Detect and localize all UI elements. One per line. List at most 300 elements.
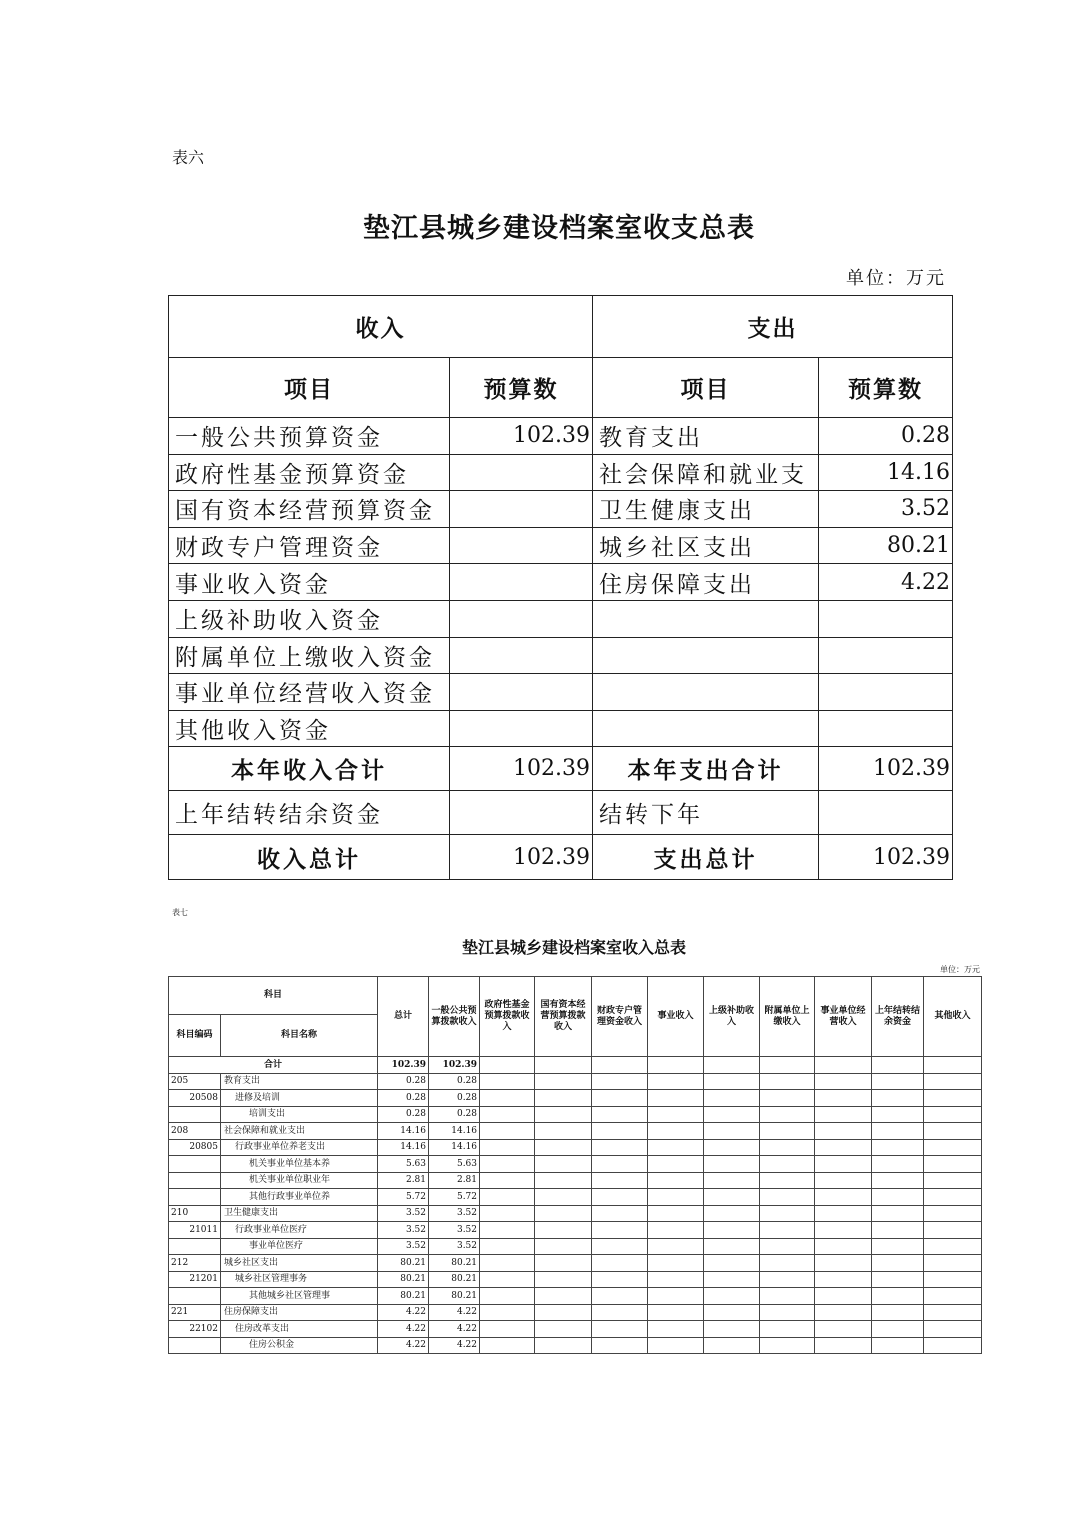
empty-cell (872, 1271, 924, 1288)
row-general-cell: 4.22 (429, 1304, 480, 1321)
table7-title: 垫江县城乡建设档案室收入总表 (461, 938, 686, 957)
empty-cell (815, 1189, 872, 1206)
empty-cell (535, 1271, 592, 1288)
empty-cell (872, 1057, 924, 1074)
total-row (169, 835, 953, 880)
expense-amount-cell (819, 637, 953, 674)
code-header: 科目编码 (169, 1015, 221, 1057)
row-total-cell: 3.52 (378, 1222, 429, 1239)
empty-cell (535, 1172, 592, 1189)
expense-item-cell (593, 710, 819, 747)
empty-cell (760, 1222, 815, 1239)
empty-cell (815, 1090, 872, 1107)
empty-cell (592, 1057, 648, 1074)
empty-cell (872, 1123, 924, 1140)
row-general-cell: 80.21 (429, 1271, 480, 1288)
income-amount-cell (450, 637, 593, 674)
empty-cell (760, 1271, 815, 1288)
row-total-cell: 80.21 (378, 1288, 429, 1305)
table-row (169, 1172, 982, 1189)
empty-cell (592, 1288, 648, 1305)
empty-cell (815, 1288, 872, 1305)
row-general-cell: 80.21 (429, 1288, 480, 1305)
row-general-cell: 3.52 (429, 1238, 480, 1255)
empty-cell (704, 1123, 760, 1140)
table-row (169, 1123, 982, 1140)
table-row (169, 454, 953, 491)
empty-cell (592, 1222, 648, 1239)
empty-cell (480, 1057, 535, 1074)
empty-cell (760, 1189, 815, 1206)
row-total-cell: 0.28 (378, 1073, 429, 1090)
subject-name-cell: 住房公积金 (221, 1337, 378, 1354)
income-amount-cell: 102.39 (450, 418, 593, 455)
empty-cell (592, 1189, 648, 1206)
table-row (169, 1271, 982, 1288)
income-amount-cell (450, 527, 593, 564)
subject-name-cell: 教育支出 (221, 1073, 378, 1090)
empty-cell (704, 1337, 760, 1354)
empty-cell (924, 1057, 982, 1074)
income-item-cell: 附属单位上缴收入资金 (169, 637, 450, 674)
total-row-total: 102.39 (378, 1057, 429, 1074)
table7-label: 表七 (172, 908, 188, 917)
col-header-carryover: 上年结转结余资金 (872, 977, 924, 1057)
empty-cell (924, 1123, 982, 1140)
table-row (169, 1321, 982, 1338)
expense-item-cell (593, 600, 819, 637)
subject-name-cell: 住房改革支出 (221, 1321, 378, 1338)
empty-cell (815, 1205, 872, 1222)
income-item-cell: 国有资本经营预算资金 (169, 491, 450, 528)
income-item-cell: 一般公共预算资金 (169, 418, 450, 455)
row-total-cell: 4.22 (378, 1321, 429, 1338)
row-total-cell: 0.28 (378, 1090, 429, 1107)
expense-amount-cell: 4.22 (819, 564, 953, 601)
empty-cell (535, 1090, 592, 1107)
empty-cell (648, 1106, 704, 1123)
income-amount-cell (450, 600, 593, 637)
empty-cell (592, 1156, 648, 1173)
empty-cell (872, 1321, 924, 1338)
empty-cell (648, 1337, 704, 1354)
empty-cell (704, 1288, 760, 1305)
empty-cell (704, 1057, 760, 1074)
subject-code-cell: 22102 (169, 1321, 221, 1338)
empty-cell (872, 1304, 924, 1321)
row-total-cell: 5.72 (378, 1189, 429, 1206)
empty-cell (592, 1271, 648, 1288)
empty-cell (760, 1304, 815, 1321)
empty-cell (704, 1238, 760, 1255)
empty-cell (760, 1238, 815, 1255)
subject-code-cell: 221 (169, 1304, 221, 1321)
empty-cell (924, 1090, 982, 1107)
row-general-cell: 0.28 (429, 1090, 480, 1107)
row-general-cell: 14.16 (429, 1123, 480, 1140)
empty-cell (815, 1106, 872, 1123)
empty-cell (872, 1288, 924, 1305)
row-total-cell: 4.22 (378, 1337, 429, 1354)
income-item-cell: 事业收入资金 (169, 564, 450, 601)
income-amount-cell (450, 710, 593, 747)
subject-name-cell: 住房保障支出 (221, 1304, 378, 1321)
empty-cell (924, 1172, 982, 1189)
empty-cell (924, 1189, 982, 1206)
empty-cell (760, 1139, 815, 1156)
table6-label: 表六 (172, 148, 205, 167)
empty-cell (480, 1189, 535, 1206)
empty-cell (592, 1321, 648, 1338)
col-header-total: 总计 (378, 977, 429, 1057)
col-header-general: 一般公共预算拨款收入 (429, 977, 480, 1057)
empty-cell (760, 1255, 815, 1272)
subtotal-income-amount: 102.39 (450, 747, 593, 791)
subject-code-cell (169, 1172, 221, 1189)
empty-cell (592, 1238, 648, 1255)
total-row (169, 1057, 982, 1074)
subject-name-cell: 卫生健康支出 (221, 1205, 378, 1222)
table-row (169, 1106, 982, 1123)
empty-cell (704, 1139, 760, 1156)
table-row (169, 1304, 982, 1321)
subtotal-expense-amount: 102.39 (819, 747, 953, 791)
carry-expense-amount (819, 791, 953, 835)
subject-name-cell: 其他城乡社区管理事 (221, 1288, 378, 1305)
col-header-affiliated: 附属单位上缴收入 (760, 977, 815, 1057)
empty-cell (480, 1073, 535, 1090)
empty-cell (924, 1304, 982, 1321)
subject-code-cell: 210 (169, 1205, 221, 1222)
subject-code-cell: 205 (169, 1073, 221, 1090)
carry-expense-label: 结转下年 (593, 791, 819, 835)
empty-cell (815, 1255, 872, 1272)
table-row (169, 710, 953, 747)
empty-cell (872, 1222, 924, 1239)
empty-cell (480, 1123, 535, 1140)
empty-cell (760, 1156, 815, 1173)
subject-code-cell: 212 (169, 1255, 221, 1272)
subject-name-cell: 行政事业单位医疗 (221, 1222, 378, 1239)
empty-cell (924, 1255, 982, 1272)
empty-cell (480, 1304, 535, 1321)
row-total-cell: 14.16 (378, 1123, 429, 1140)
empty-cell (648, 1057, 704, 1074)
empty-cell (648, 1321, 704, 1338)
empty-cell (872, 1337, 924, 1354)
empty-cell (535, 1106, 592, 1123)
empty-cell (924, 1106, 982, 1123)
table-row (169, 1238, 982, 1255)
empty-cell (704, 1321, 760, 1338)
empty-cell (480, 1222, 535, 1239)
empty-cell (872, 1156, 924, 1173)
row-total-cell: 80.21 (378, 1271, 429, 1288)
income-expense-summary-table (168, 295, 953, 880)
subject-code-cell: 20508 (169, 1090, 221, 1107)
empty-cell (535, 1255, 592, 1272)
table-row (169, 1337, 982, 1354)
empty-cell (704, 1189, 760, 1206)
empty-cell (815, 1271, 872, 1288)
empty-cell (592, 1090, 648, 1107)
empty-cell (648, 1073, 704, 1090)
expense-amount-cell (819, 710, 953, 747)
empty-cell (704, 1255, 760, 1272)
expense-item-cell: 城乡社区支出 (593, 527, 819, 564)
expense-amount-cell: 80.21 (819, 527, 953, 564)
income-amount-cell (450, 454, 593, 491)
row-general-cell: 0.28 (429, 1106, 480, 1123)
table-row (169, 600, 953, 637)
empty-cell (648, 1123, 704, 1140)
empty-cell (480, 1090, 535, 1107)
table-row (169, 418, 953, 455)
empty-cell (704, 1205, 760, 1222)
empty-cell (648, 1304, 704, 1321)
col-header-operating: 事业单位经营收入 (815, 977, 872, 1057)
subtotal-expense-label: 本年支出合计 (593, 747, 819, 791)
subject-name-cell: 城乡社区支出 (221, 1255, 378, 1272)
empty-cell (480, 1337, 535, 1354)
row-general-cell: 4.22 (429, 1321, 480, 1338)
table-row (169, 1205, 982, 1222)
empty-cell (704, 1222, 760, 1239)
subject-name-cell: 城乡社区管理事务 (221, 1271, 378, 1288)
empty-cell (535, 1222, 592, 1239)
expense-amount-cell: 14.16 (819, 454, 953, 491)
total-expense-label: 支出总计 (593, 835, 819, 880)
expense-amount-cell (819, 600, 953, 637)
empty-cell (480, 1238, 535, 1255)
empty-cell (535, 1288, 592, 1305)
carry-row (169, 791, 953, 835)
empty-cell (815, 1123, 872, 1140)
income-item-cell: 政府性基金预算资金 (169, 454, 450, 491)
empty-cell (592, 1205, 648, 1222)
empty-cell (648, 1255, 704, 1272)
expense-item-cell (593, 637, 819, 674)
empty-cell (760, 1205, 815, 1222)
row-total-cell: 3.52 (378, 1205, 429, 1222)
row-general-cell: 5.72 (429, 1189, 480, 1206)
table-row (169, 1090, 982, 1107)
empty-cell (815, 1172, 872, 1189)
row-general-cell: 80.21 (429, 1255, 480, 1272)
empty-cell (704, 1172, 760, 1189)
expense-item-header: 项目 (593, 358, 819, 418)
empty-cell (924, 1156, 982, 1173)
table-row (169, 1255, 982, 1272)
empty-cell (815, 1304, 872, 1321)
empty-cell (592, 1172, 648, 1189)
empty-cell (872, 1090, 924, 1107)
row-general-cell: 3.52 (429, 1205, 480, 1222)
empty-cell (704, 1271, 760, 1288)
expense-amount-cell: 3.52 (819, 491, 953, 528)
subject-name-cell: 社会保障和就业支出 (221, 1123, 378, 1140)
empty-cell (872, 1106, 924, 1123)
subject-code-cell (169, 1337, 221, 1354)
empty-cell (872, 1255, 924, 1272)
empty-cell (815, 1073, 872, 1090)
empty-cell (648, 1090, 704, 1107)
income-amount-cell (450, 564, 593, 601)
col-header-fund: 政府性基金预算拨款收入 (480, 977, 535, 1057)
income-item-cell: 事业单位经营收入资金 (169, 674, 450, 711)
subject-name-cell: 事业单位医疗 (221, 1238, 378, 1255)
empty-cell (648, 1156, 704, 1173)
empty-cell (924, 1222, 982, 1239)
empty-cell (815, 1156, 872, 1173)
row-general-cell: 4.22 (429, 1337, 480, 1354)
empty-cell (480, 1106, 535, 1123)
row-total-cell: 3.52 (378, 1238, 429, 1255)
table-row (169, 1156, 982, 1173)
row-total-cell: 14.16 (378, 1139, 429, 1156)
empty-cell (535, 1156, 592, 1173)
subject-name-cell: 机关事业单位基本养 (221, 1156, 378, 1173)
empty-cell (760, 1123, 815, 1140)
empty-cell (760, 1057, 815, 1074)
row-total-cell: 0.28 (378, 1106, 429, 1123)
empty-cell (480, 1139, 535, 1156)
col-header-special-account: 财政专户管理资金收入 (592, 977, 648, 1057)
table-row (169, 1288, 982, 1305)
subject-code-cell (169, 1156, 221, 1173)
carry-income-label: 上年结转结余资金 (169, 791, 450, 835)
subject-name-cell: 机关事业单位职业年 (221, 1172, 378, 1189)
expense-item-cell (593, 674, 819, 711)
empty-cell (760, 1337, 815, 1354)
empty-cell (535, 1321, 592, 1338)
empty-cell (924, 1139, 982, 1156)
total-income-amount: 102.39 (450, 835, 593, 880)
table-row (169, 527, 953, 564)
income-item-cell: 财政专户管理资金 (169, 527, 450, 564)
row-general-cell: 5.63 (429, 1156, 480, 1173)
empty-cell (535, 1123, 592, 1140)
subtotal-row (169, 747, 953, 791)
subject-code-cell (169, 1106, 221, 1123)
empty-cell (924, 1337, 982, 1354)
empty-cell (760, 1106, 815, 1123)
col-header-business: 事业收入 (648, 977, 704, 1057)
empty-cell (592, 1106, 648, 1123)
total-row-general: 102.39 (429, 1057, 480, 1074)
expense-item-cell: 住房保障支出 (593, 564, 819, 601)
empty-cell (760, 1321, 815, 1338)
empty-cell (592, 1123, 648, 1140)
income-amount-cell (450, 491, 593, 528)
empty-cell (535, 1304, 592, 1321)
empty-cell (924, 1073, 982, 1090)
empty-cell (815, 1321, 872, 1338)
empty-cell (924, 1271, 982, 1288)
expense-item-cell: 社会保障和就业支 (593, 454, 819, 491)
subject-code-cell: 21201 (169, 1271, 221, 1288)
table6-unit: 单位：万元 (846, 268, 946, 289)
empty-cell (815, 1057, 872, 1074)
empty-cell (535, 1205, 592, 1222)
table-row (169, 674, 953, 711)
empty-cell (648, 1205, 704, 1222)
empty-cell (704, 1090, 760, 1107)
empty-cell (872, 1238, 924, 1255)
subtotal-income-label: 本年收入合计 (169, 747, 450, 791)
expense-amount-header: 预算数 (819, 358, 953, 418)
empty-cell (592, 1337, 648, 1354)
empty-cell (592, 1255, 648, 1272)
subject-name-cell: 其他行政事业单位养 (221, 1189, 378, 1206)
empty-cell (480, 1255, 535, 1272)
carry-income-amount (450, 791, 593, 835)
income-detail-table (168, 976, 982, 1354)
empty-cell (872, 1139, 924, 1156)
empty-cell (704, 1073, 760, 1090)
row-general-cell: 2.81 (429, 1172, 480, 1189)
empty-cell (872, 1189, 924, 1206)
row-general-cell: 0.28 (429, 1073, 480, 1090)
table-row (169, 1222, 982, 1239)
empty-cell (760, 1172, 815, 1189)
empty-cell (760, 1090, 815, 1107)
empty-cell (704, 1106, 760, 1123)
empty-cell (592, 1139, 648, 1156)
col-header-state-capital: 国有资本经营预算拨款收入 (535, 977, 592, 1057)
empty-cell (924, 1205, 982, 1222)
empty-cell (872, 1172, 924, 1189)
empty-cell (648, 1172, 704, 1189)
empty-cell (480, 1271, 535, 1288)
table-row (169, 491, 953, 528)
empty-cell (535, 1238, 592, 1255)
empty-cell (648, 1288, 704, 1305)
row-general-cell: 14.16 (429, 1139, 480, 1156)
empty-cell (924, 1288, 982, 1305)
empty-cell (704, 1304, 760, 1321)
expense-item-cell: 卫生健康支出 (593, 491, 819, 528)
empty-cell (760, 1073, 815, 1090)
empty-cell (704, 1156, 760, 1173)
subject-name-cell: 培训支出 (221, 1106, 378, 1123)
subject-code-cell (169, 1189, 221, 1206)
subject-code-cell: 21011 (169, 1222, 221, 1239)
table-row (169, 1139, 982, 1156)
empty-cell (648, 1271, 704, 1288)
col-header-superior-subsidy: 上级补助收入 (704, 977, 760, 1057)
empty-cell (480, 1288, 535, 1305)
income-item-cell: 其他收入资金 (169, 710, 450, 747)
empty-cell (535, 1337, 592, 1354)
row-total-cell: 2.81 (378, 1172, 429, 1189)
empty-cell (648, 1238, 704, 1255)
row-total-cell: 4.22 (378, 1304, 429, 1321)
empty-cell (480, 1205, 535, 1222)
empty-cell (535, 1073, 592, 1090)
empty-cell (592, 1304, 648, 1321)
empty-cell (815, 1337, 872, 1354)
total-income-label: 收入总计 (169, 835, 450, 880)
row-general-cell: 3.52 (429, 1222, 480, 1239)
total-expense-amount: 102.39 (819, 835, 953, 880)
expense-amount-cell (819, 674, 953, 711)
empty-cell (535, 1139, 592, 1156)
income-amount-header: 预算数 (450, 358, 593, 418)
table7-unit: 单位：万元 (940, 965, 980, 974)
empty-cell (815, 1139, 872, 1156)
empty-cell (648, 1139, 704, 1156)
